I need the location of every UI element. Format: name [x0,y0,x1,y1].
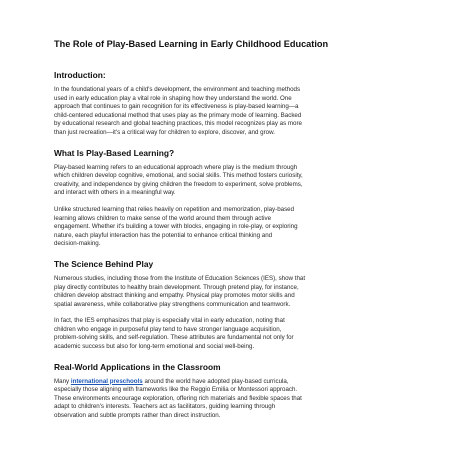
text-line: engagement. Whether it's building a tower with blocks, engaging in role-play, or exploring [54,223,298,231]
text-line: problem-solving skills, and self-regulation. These attributes are fundamental not only for [54,334,294,342]
text-line: used in early education play a vital role in shaping how they understand the world. One [54,94,292,102]
text-line [54,378,400,387]
text-line: Play-based learning refers to an educational approach where play is the medium through [54,163,298,171]
text-line: nature, each playful interaction has the potential to enhance critical thinking and [54,231,273,239]
text-line: and interact with others in a meaningful way. [54,189,176,197]
text-line: which children develop cognitive, emotional, and social skills. This method fosters curiosity, [54,172,303,180]
international-preschools-link[interactable]: international preschools [70,377,143,385]
intro-paragraph [54,86,400,138]
text-line: play directly contributes to healthy brain development. Through pretend play, for instance, [54,283,299,291]
section-heading-real-world: Real-World Applications in the Classroom [54,361,221,372]
document-title: The Role of Play-Based Learning in Early Childhood Education [54,39,329,49]
text-line: In fact, the IES emphasizes that play is especially vital in early education, noting that [54,317,285,325]
text-line: than just recreation—it's a critical way for children to explore, discover, and grow. [54,128,275,136]
section-heading-introduction: Introduction: [54,70,106,80]
section-heading-what-is: What Is Play-Based Learning? [54,147,175,158]
text-line: approach that continues to gain recognition for its effectiveness is play-based learning—a [54,103,299,111]
text-line: by educational research and global teaching practices, this model recognizes play as more [54,120,302,128]
text-line: Numerous studies, including those from the Institute of Education Sciences (IES), show that [54,274,306,282]
section-heading-science: The Science Behind Play [54,258,154,269]
real-world-paragraph [54,378,400,421]
text-line: decision-making. [54,240,101,248]
text-line: learning allows children to make sense of the world around them through active [54,214,272,222]
science-paragraph-1 [54,275,400,309]
text-segment: Many [54,377,71,385]
text-segment: around the world have adopted play-based curricula, [142,377,289,385]
what-is-paragraph-1 [54,164,400,198]
document-page [54,38,400,429]
science-paragraph-2 [54,317,400,351]
text-line: adapt to children's interests. Teachers act as facilitators, guiding learning through [54,403,276,411]
text-line: children who engage in purposeful play tend to have stronger language acquisition, [54,325,282,333]
text-line: child-centered educational method that uses play as the primary mode of learning. Backed [54,111,302,119]
text-line: Unlike structured learning that relies heavily on repetition and memorization, play-based [54,205,295,213]
text-line: creativity, and independence by giving children the freedom to experiment, solve problems, [54,180,303,188]
text-line: children develop abstract thinking and empathy. Physical play promotes motor skills and [54,292,295,300]
text-line: especially those aligning with frameworks like the Reggio Emilia or Montessori approach. [54,386,298,394]
text-line: observation and subtle prompts rather than direct instruction. [54,412,221,420]
text-line: academic success but also for long-term emotional and social well-being. [54,343,255,351]
text-line: spatial awareness, while collaborative play strengthens communication and teamwork. [54,300,291,308]
text-line: These environments encourage exploration, offering rich materials and flexible spaces that [54,394,302,402]
what-is-paragraph-2 [54,206,400,249]
text-line: In the foundational years of a child's development, the environment and teaching methods [54,86,301,93]
